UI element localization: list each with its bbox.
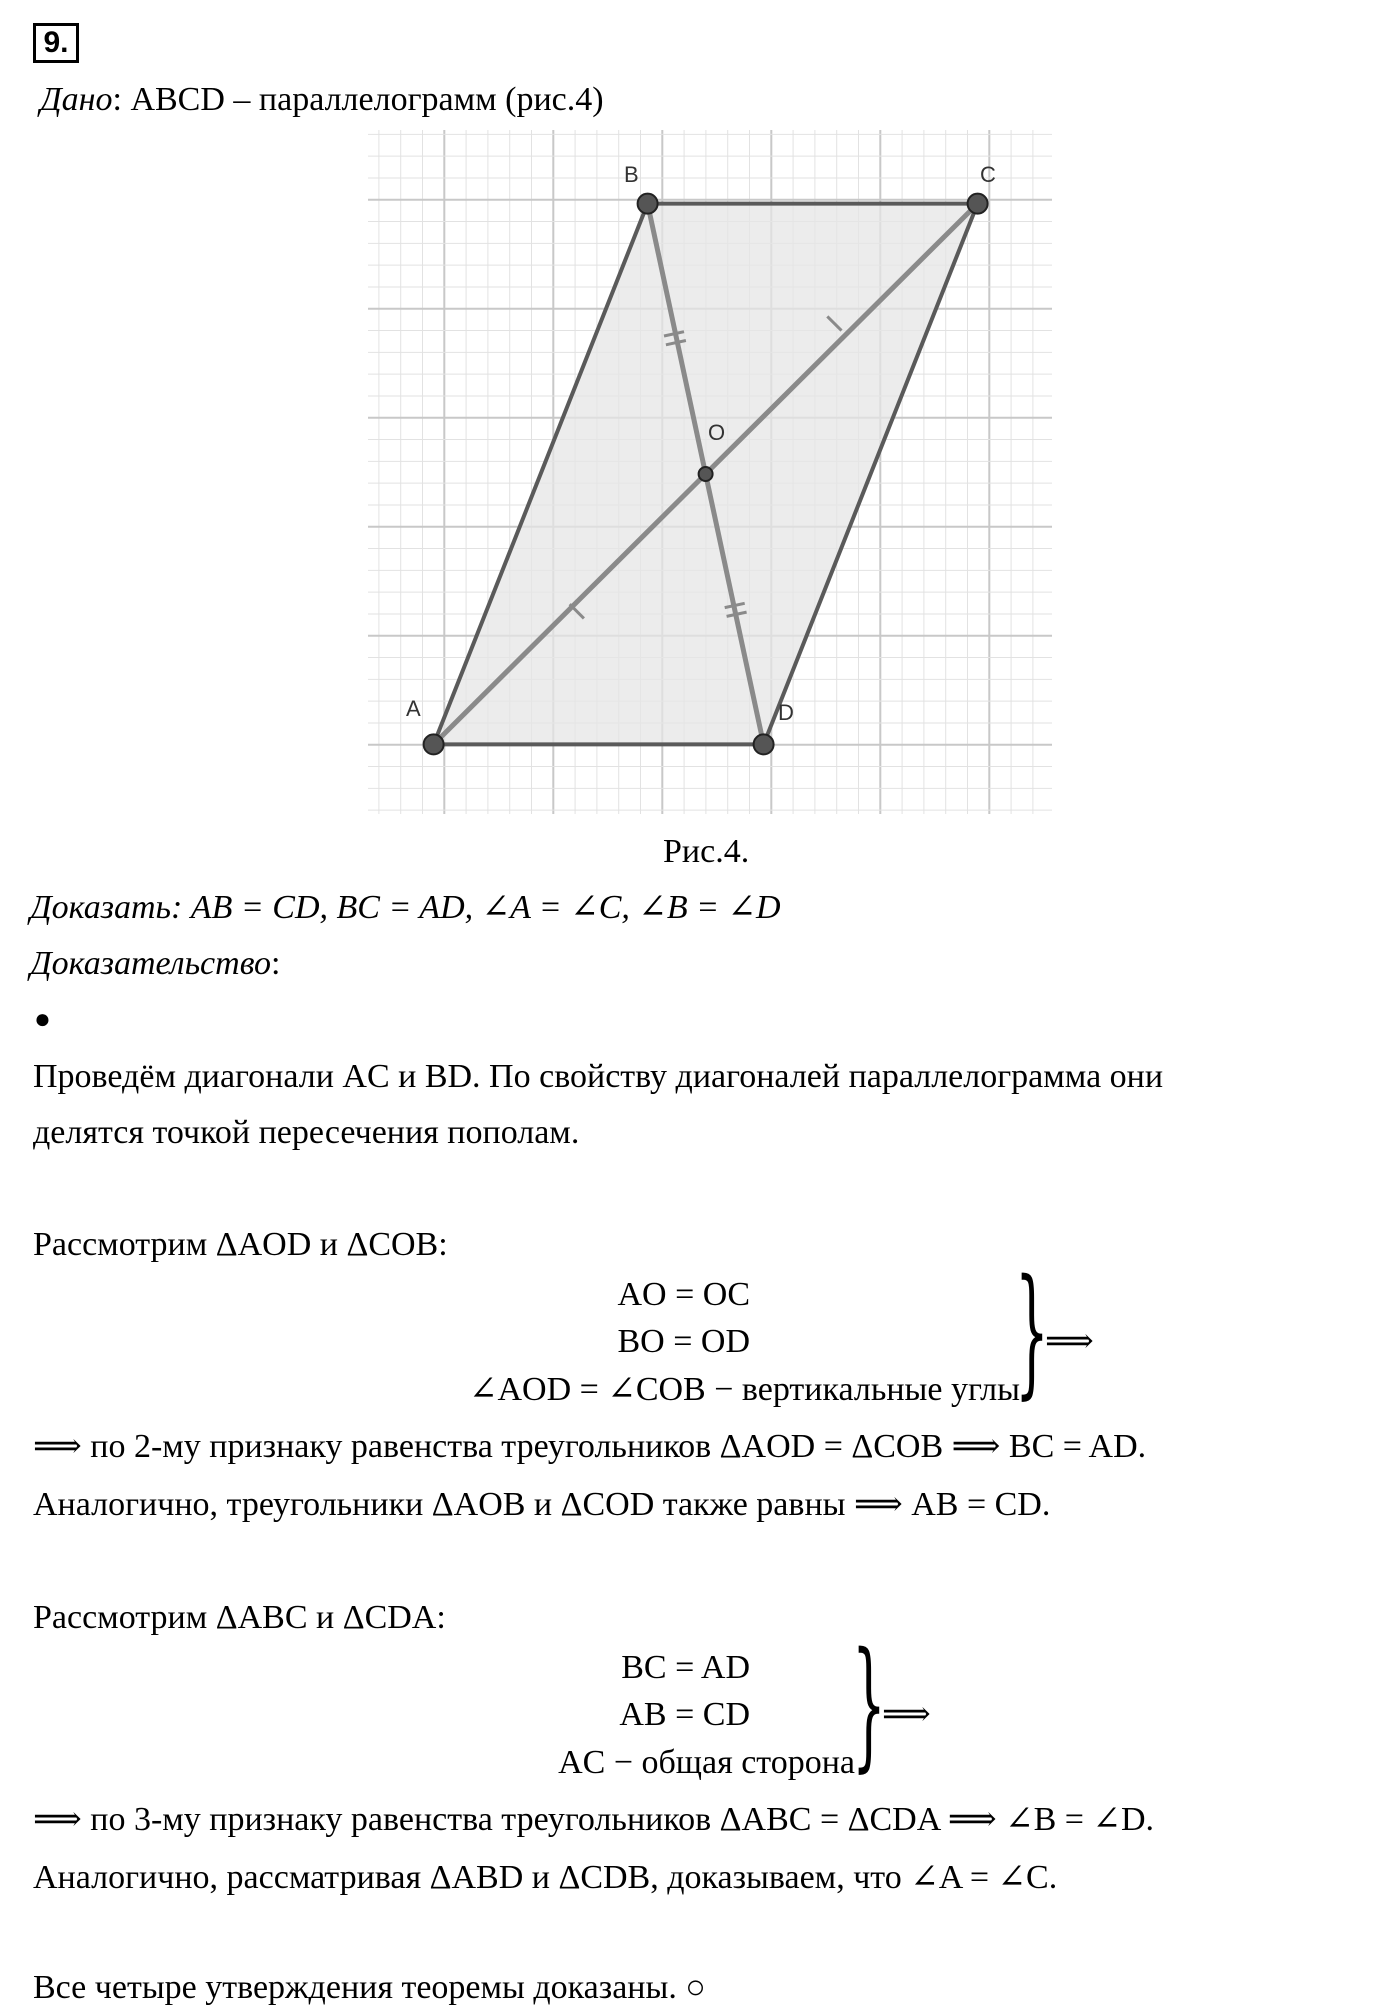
proof-label: Доказательство [30, 945, 272, 982]
problem-number: 9. [33, 23, 79, 63]
figure-caption: Рис.4. [663, 833, 750, 870]
block2-eq2: AB = CD [619, 1696, 750, 1733]
point-d [754, 734, 774, 754]
point-o [699, 467, 713, 481]
final-line: Все четыре утверждения теоремы доказаны. ○ [33, 1969, 706, 2006]
label-c: C [980, 162, 996, 187]
given-text: : ABCD – параллелограмм (рис.4) [112, 81, 604, 118]
block1-eq2: BO = OD [617, 1323, 750, 1360]
label-b: B [624, 162, 639, 187]
block1-heading: Рассмотрим ΔAOD и ΔCOB: [33, 1226, 448, 1263]
prove-label: Доказать [30, 889, 171, 926]
block1-brace: } [1015, 1250, 1049, 1413]
label-a: A [406, 696, 421, 721]
block1-eq3: ∠AOD = ∠COB − вертикальные углы [469, 1371, 1020, 1408]
block2-brace: } [852, 1623, 886, 1786]
given-label: Дано [40, 81, 113, 118]
point-a [424, 734, 444, 754]
proof-label-colon: : [271, 945, 281, 982]
block1-conclusion-1: ⟹ по 2-му признаку равенства треугольников ΔAOD = ΔCOB ⟹ BC = AD. [33, 1428, 1147, 1465]
prove-text: : AB = CD, BC = AD, ∠A = ∠C, ∠B = ∠D [170, 889, 781, 926]
label-d: D [778, 700, 794, 725]
point-c [968, 194, 988, 214]
bullet: ● [34, 1004, 51, 1035]
given-line [40, 80, 604, 120]
parallelogram-figure [360, 130, 1060, 830]
label-o: O [708, 420, 726, 445]
block2-conclusion-2: Аналогично, рассматривая ΔABD и ΔCDB, доказываем, что ∠A = ∠C. [33, 1859, 1058, 1896]
block2-heading: Рассмотрим ΔABC и ΔCDA: [33, 1599, 446, 1636]
intro-line-1: Проведём диагонали AC и BD. По свойству диагоналей параллелограмма они [33, 1058, 1164, 1095]
proof-heading [30, 944, 280, 984]
block2-eq1: BC = AD [621, 1649, 750, 1686]
block2-eq3: AC − общая сторона [558, 1744, 855, 1781]
prove-line [30, 888, 781, 928]
block2-implies: ⟹ [882, 1696, 931, 1733]
block2-conclusion-1: ⟹ по 3-му признаку равенства треугольников ΔABC = ΔCDA ⟹ ∠B = ∠D. [33, 1801, 1155, 1838]
point-b [638, 194, 658, 214]
block1-implies: ⟹ [1045, 1323, 1094, 1360]
block1-conclusion-2: Аналогично, треугольники ΔAOB и ΔCOD также равны ⟹ AB = CD. [33, 1486, 1051, 1523]
block1-eq1: AO = OC [617, 1276, 750, 1313]
intro-line-2: делятся точкой пересечения пополам. [33, 1114, 580, 1151]
